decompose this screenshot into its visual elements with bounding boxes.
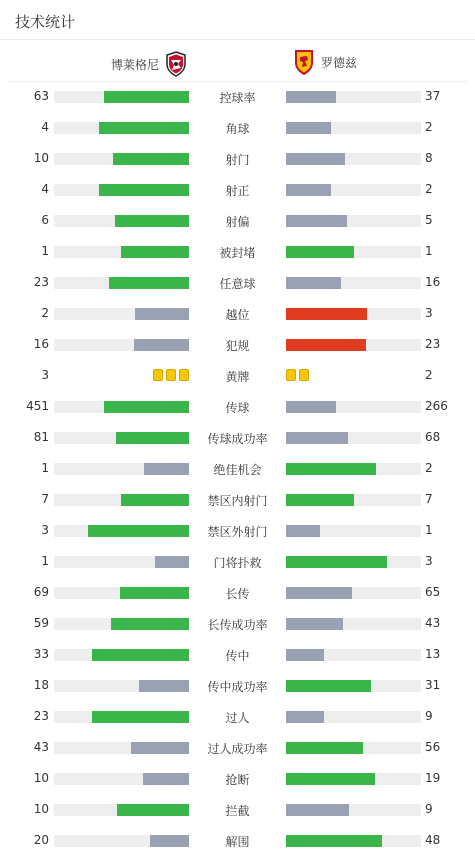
yellow-card-icon (153, 369, 163, 381)
home-bar-track (54, 680, 189, 692)
away-value: 9 (425, 709, 433, 723)
stats-list (0, 82, 475, 857)
away-value: 7 (425, 492, 433, 506)
home-value: 69 (33, 585, 49, 599)
home-value: 18 (33, 678, 49, 692)
home-bar-track (54, 742, 189, 754)
away-team-name: 罗德兹 (321, 55, 358, 70)
away-value: 5 (425, 213, 433, 227)
away-value: 43 (425, 616, 441, 630)
home-bar-fill (139, 680, 189, 692)
stat-label: 犯规 (225, 339, 250, 353)
home-bar-fill (134, 339, 189, 351)
home-value: 1 (41, 244, 49, 258)
away-bar-track (286, 525, 421, 537)
home-value: 16 (33, 337, 49, 351)
teams-row (8, 40, 467, 82)
home-bar-track (54, 432, 189, 444)
stat-label: 传中 (225, 649, 250, 663)
away-bar-fill (286, 525, 320, 537)
away-bar-track (286, 246, 421, 258)
away-bar-track (286, 339, 421, 351)
home-bar-track (54, 804, 189, 816)
stat-row (0, 826, 475, 857)
yellow-card-icon (166, 369, 176, 381)
stat-label: 过人成功率 (207, 742, 268, 756)
yellow-card-icon (299, 369, 309, 381)
home-bar-track (54, 556, 189, 568)
stat-row (0, 671, 475, 702)
stat-label: 控球率 (219, 91, 256, 105)
away-value: 2 (425, 368, 433, 382)
away-bar-fill (286, 277, 341, 289)
home-bar-track (54, 308, 189, 320)
away-bar-track (286, 91, 421, 103)
stat-row (0, 454, 475, 485)
away-bar-fill (286, 153, 345, 165)
home-value: 10 (33, 802, 49, 816)
away-value: 23 (425, 337, 441, 351)
away-bar-fill (286, 432, 348, 444)
away-value: 68 (425, 430, 441, 444)
home-bar-fill (99, 184, 189, 196)
away-bar-fill (286, 618, 343, 630)
away-value: 48 (425, 833, 441, 847)
home-bar-track (54, 494, 189, 506)
away-value: 31 (425, 678, 441, 692)
home-bar-track (54, 184, 189, 196)
away-value: 16 (425, 275, 441, 289)
home-bar-track (54, 215, 189, 227)
away-bar-track (286, 804, 421, 816)
away-bar-fill (286, 122, 331, 134)
home-value: 63 (33, 89, 49, 103)
away-value: 3 (425, 554, 433, 568)
away-bar-track (286, 463, 421, 475)
away-bar-fill (286, 556, 387, 568)
away-bar-fill (286, 649, 324, 661)
stat-label: 被封堵 (219, 246, 256, 260)
away-bar-fill (286, 463, 376, 475)
home-value: 4 (41, 182, 49, 196)
home-bar-track (54, 525, 189, 537)
stat-row (0, 516, 475, 547)
away-bar-fill (286, 215, 347, 227)
away-bar-fill (286, 773, 375, 785)
away-value: 1 (425, 523, 433, 537)
away-value: 13 (425, 647, 441, 661)
away-value: 9 (425, 802, 433, 816)
stat-row (0, 795, 475, 826)
stat-row (0, 113, 475, 144)
away-bar-track (286, 618, 421, 630)
away-bar-track (286, 215, 421, 227)
stat-row (0, 764, 475, 795)
home-bar-fill (115, 215, 189, 227)
home-value: 59 (33, 616, 49, 630)
away-bar-track (286, 587, 421, 599)
away-bar-fill (286, 246, 354, 258)
home-bar-fill (104, 91, 189, 103)
away-bar-fill (286, 835, 382, 847)
stat-row (0, 392, 475, 423)
home-bar-track (54, 401, 189, 413)
home-bar-track (54, 835, 189, 847)
stat-label: 拦截 (225, 804, 250, 818)
away-bar-track (286, 649, 421, 661)
stat-row (0, 175, 475, 206)
home-team[interactable] (111, 51, 187, 77)
home-bar-fill (92, 711, 189, 723)
home-bar-track (54, 339, 189, 351)
away-value: 1 (425, 244, 433, 258)
home-bar-track (54, 153, 189, 165)
home-value: 7 (41, 492, 49, 506)
away-team[interactable] (293, 48, 357, 76)
stat-row (0, 237, 475, 268)
home-value: 3 (41, 523, 49, 537)
home-bar-fill (111, 618, 189, 630)
away-bar-track (286, 556, 421, 568)
home-bar-fill (109, 277, 189, 289)
home-value: 81 (33, 430, 49, 444)
yellow-card-icon (179, 369, 189, 381)
home-value: 20 (33, 833, 49, 847)
away-value: 2 (425, 182, 433, 196)
stat-label: 射正 (225, 184, 250, 198)
away-team-logo-icon (293, 48, 315, 76)
stat-label: 绝佳机会 (213, 463, 262, 477)
home-bar-fill (135, 308, 189, 320)
home-bar-fill (117, 804, 189, 816)
away-value: 65 (425, 585, 441, 599)
away-value: 37 (425, 89, 441, 103)
away-bar-track (286, 277, 421, 289)
stat-label: 抢断 (225, 773, 250, 787)
stat-label: 传球成功率 (207, 432, 268, 446)
away-bar-track (286, 680, 421, 692)
away-value: 2 (425, 461, 433, 475)
away-bar-track (286, 711, 421, 723)
stat-label: 传球 (225, 401, 250, 415)
stat-row (0, 640, 475, 671)
home-team-name: 博莱格尼 (110, 57, 159, 72)
away-bar-track (286, 184, 421, 196)
away-bar-fill (286, 711, 324, 723)
home-value: 10 (33, 771, 49, 785)
home-bar-fill (88, 525, 189, 537)
away-value: 56 (425, 740, 441, 754)
home-value: 1 (41, 554, 49, 568)
stat-label: 门将扑救 (213, 556, 262, 570)
away-bar-track (286, 773, 421, 785)
home-bar-track (54, 277, 189, 289)
away-bar-fill (286, 494, 354, 506)
stat-label: 长传成功率 (207, 618, 268, 632)
home-value: 43 (33, 740, 49, 754)
home-value: 451 (26, 399, 49, 413)
stat-label: 长传 (225, 587, 250, 601)
stat-label: 角球 (225, 122, 250, 136)
away-bar-track (286, 494, 421, 506)
away-bar-track (286, 401, 421, 413)
home-bar-track (54, 773, 189, 785)
home-bar-fill (131, 742, 189, 754)
home-bar-fill (120, 587, 189, 599)
home-value: 2 (41, 306, 49, 320)
away-bar-fill (286, 91, 336, 103)
home-bar-fill (116, 432, 189, 444)
stat-row (0, 330, 475, 361)
home-bar-track (54, 711, 189, 723)
home-bar-fill (113, 153, 189, 165)
away-value: 266 (425, 399, 448, 413)
page-title: 技术统计 (15, 13, 76, 31)
home-value: 23 (33, 275, 49, 289)
header-bar (0, 0, 475, 40)
away-bar-track (286, 742, 421, 754)
away-bar-track (286, 308, 421, 320)
stat-row (0, 578, 475, 609)
stat-row (0, 268, 475, 299)
stat-label: 过人 (225, 711, 250, 725)
home-bar-track (54, 91, 189, 103)
away-bar-track (286, 122, 421, 134)
home-bar-track (54, 122, 189, 134)
stat-label: 射偏 (225, 215, 250, 229)
home-value: 3 (41, 368, 49, 382)
stat-label: 禁区外射门 (207, 525, 268, 539)
stat-row (0, 299, 475, 330)
home-bar-fill (121, 246, 189, 258)
home-bar-track (54, 587, 189, 599)
stat-row (0, 144, 475, 175)
stat-row (0, 733, 475, 764)
home-value: 33 (33, 647, 49, 661)
stat-row (0, 206, 475, 237)
stat-label: 越位 (225, 308, 250, 322)
home-bar-fill (92, 649, 189, 661)
stat-label: 禁区内射门 (207, 494, 268, 508)
away-value: 2 (425, 120, 433, 134)
home-value: 10 (33, 151, 49, 165)
home-bar-fill (143, 773, 189, 785)
away-yellow-cards (286, 369, 309, 381)
home-value: 1 (41, 461, 49, 475)
home-team-logo-icon (165, 51, 187, 77)
away-value: 8 (425, 151, 433, 165)
away-bar-fill (286, 184, 331, 196)
away-bar-fill (286, 339, 366, 351)
away-bar-fill (286, 680, 371, 692)
home-bar-track (54, 618, 189, 630)
away-bar-track (286, 835, 421, 847)
away-bar-fill (286, 804, 349, 816)
home-bar-fill (155, 556, 189, 568)
away-value: 19 (425, 771, 441, 785)
away-bar-track (286, 432, 421, 444)
home-yellow-cards (153, 369, 189, 381)
home-bar-track (54, 649, 189, 661)
home-value: 23 (33, 709, 49, 723)
stat-row (0, 82, 475, 113)
home-bar-fill (104, 401, 189, 413)
away-bar-track (286, 153, 421, 165)
stat-label: 传中成功率 (207, 680, 268, 694)
stat-row (0, 609, 475, 640)
stat-row (0, 423, 475, 454)
stat-row (0, 702, 475, 733)
away-bar-fill (286, 742, 363, 754)
away-bar-fill (286, 401, 336, 413)
home-bar-track (54, 246, 189, 258)
stat-row (0, 485, 475, 516)
away-value: 3 (425, 306, 433, 320)
home-bar-track (54, 463, 189, 475)
stat-label: 黄牌 (225, 370, 250, 384)
stat-row (0, 547, 475, 578)
home-bar-fill (150, 835, 189, 847)
home-bar-fill (99, 122, 189, 134)
home-value: 6 (41, 213, 49, 227)
stat-label: 任意球 (219, 277, 256, 291)
stat-label: 射门 (225, 153, 250, 167)
away-bar-fill (286, 587, 352, 599)
home-bar-fill (144, 463, 189, 475)
stat-row (0, 361, 475, 392)
stat-label: 解围 (225, 835, 250, 849)
home-bar-fill (121, 494, 189, 506)
yellow-card-icon (286, 369, 296, 381)
home-value: 4 (41, 120, 49, 134)
away-bar-fill (286, 308, 367, 320)
